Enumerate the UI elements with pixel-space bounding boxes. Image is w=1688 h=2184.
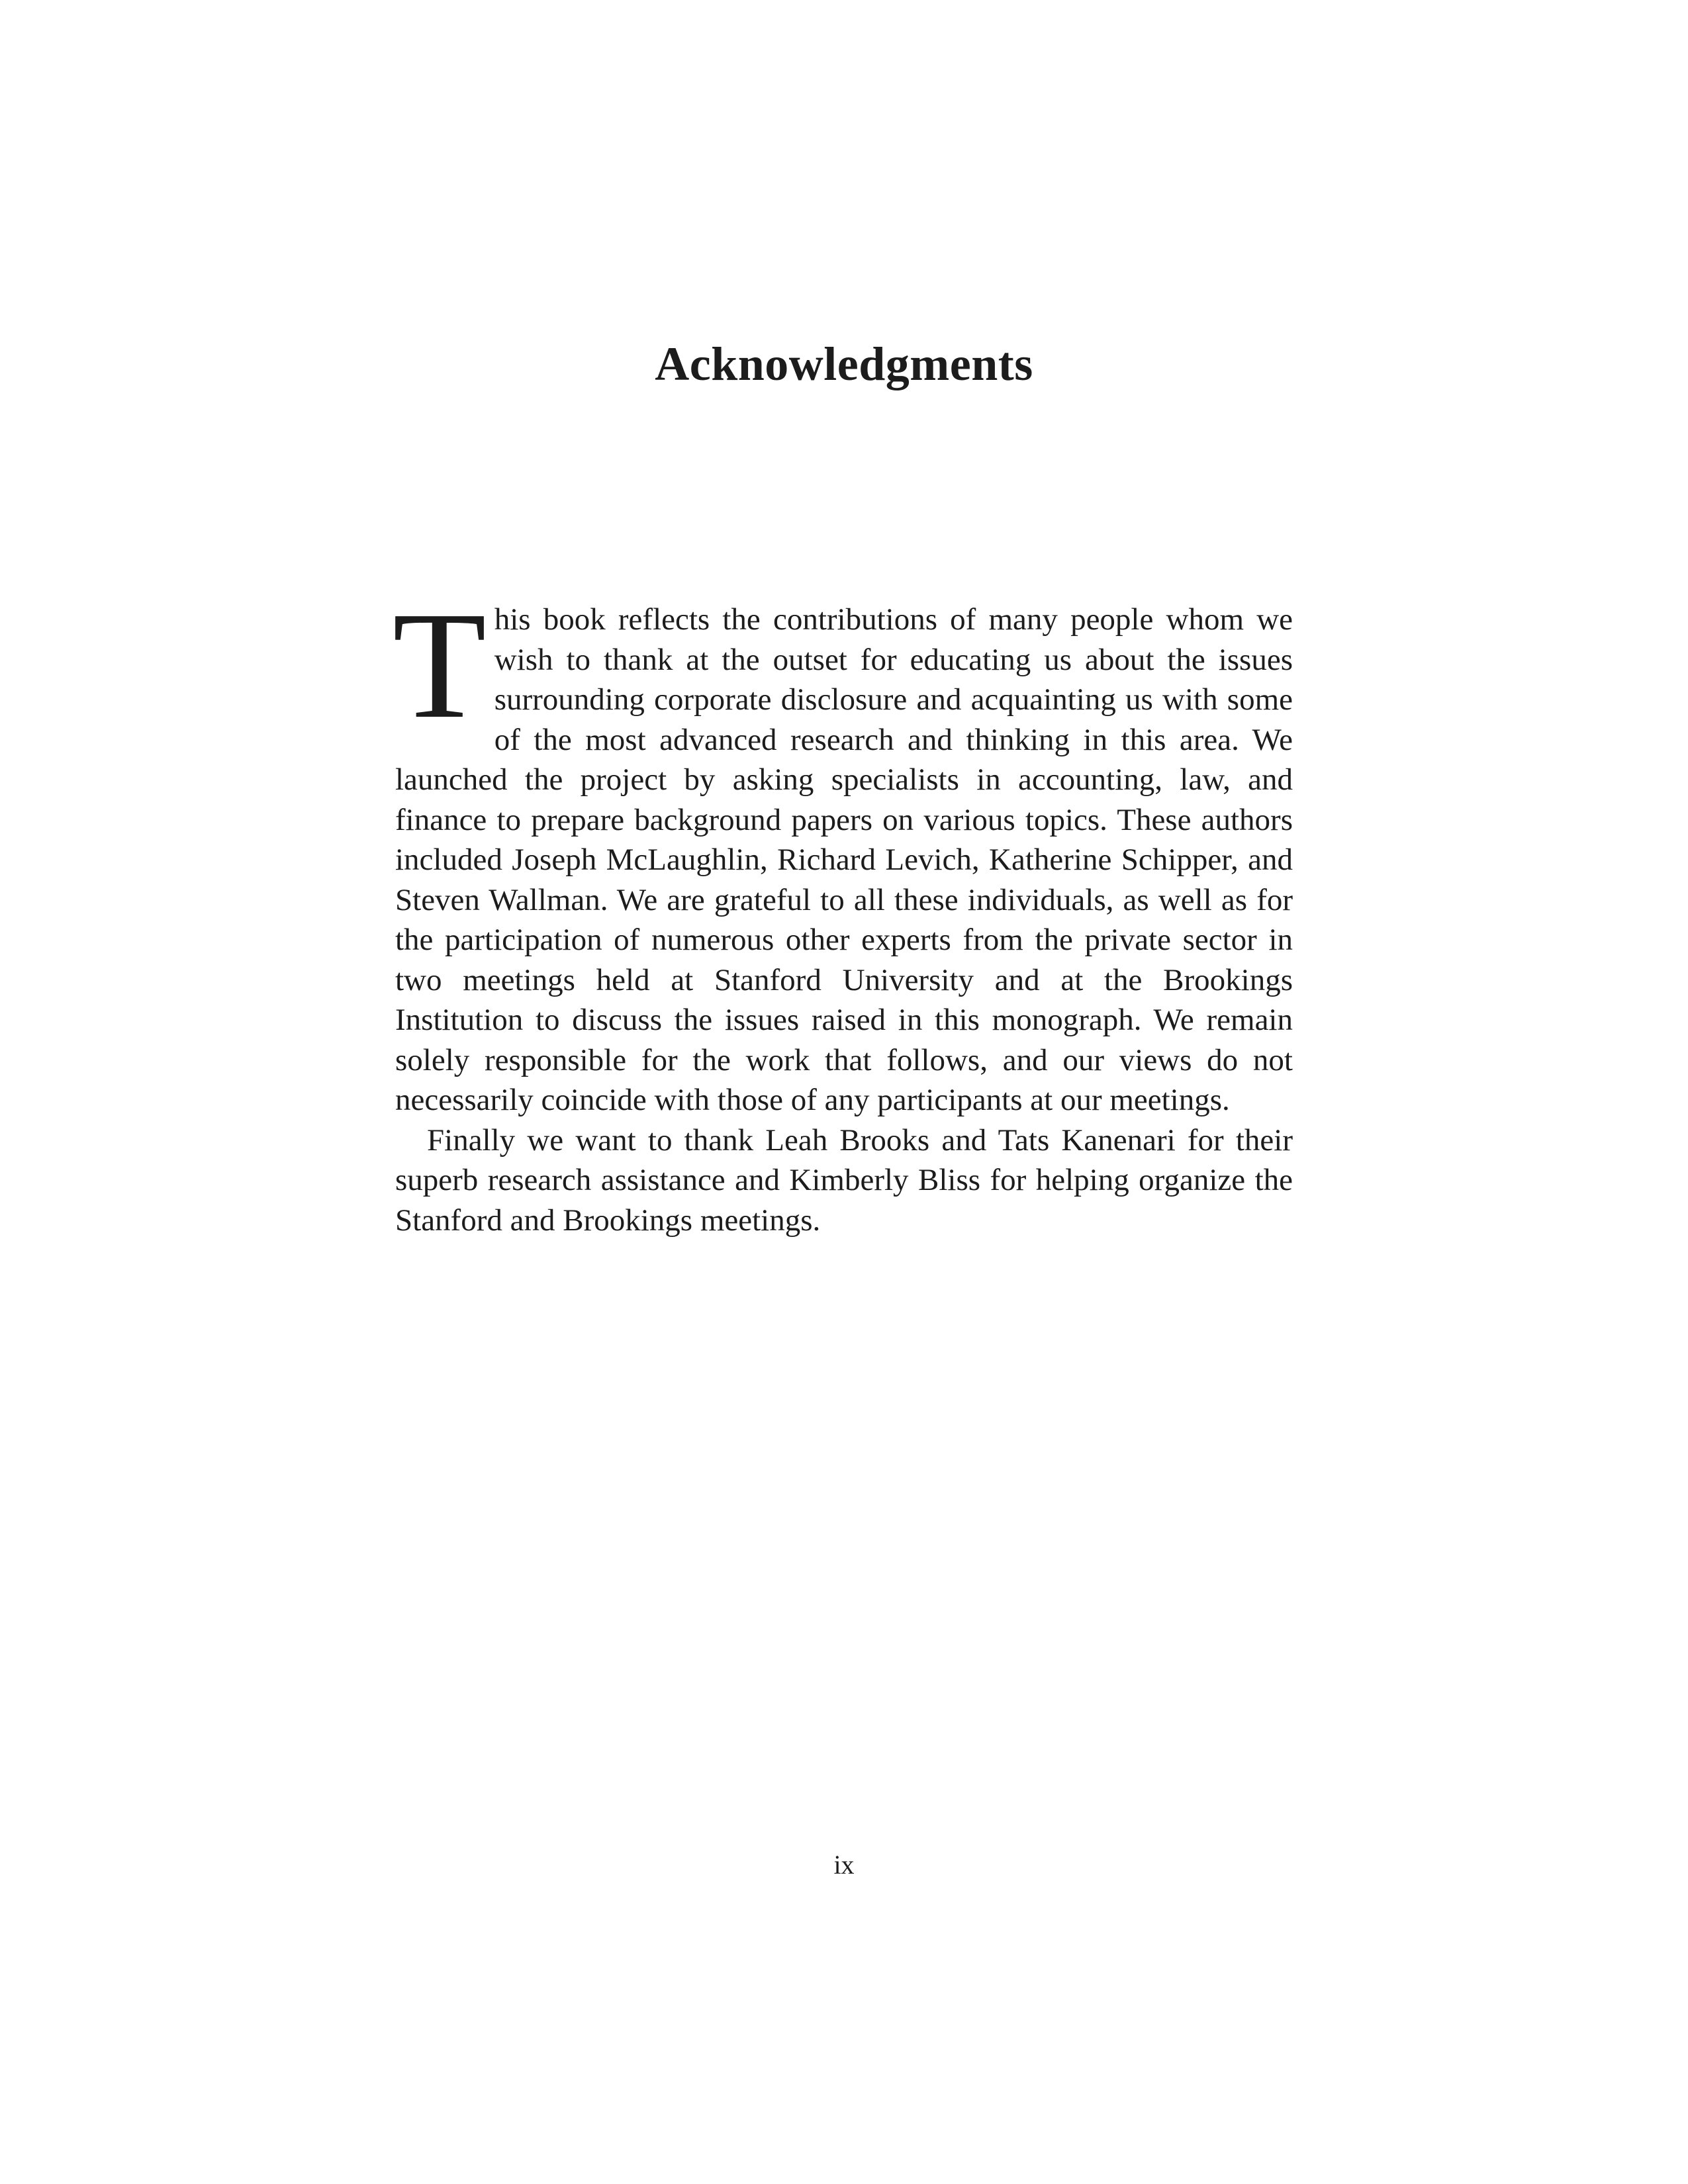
drop-cap: T: [393, 580, 487, 751]
paragraph-1-text: his book reflects the contributions of many people whom we wish to thank at the outset for educating us about the issues surrounding corporate disclosure and acquainting us with some of the most advanced research and thinking in this area. We launched the project by asking specialists in accounting, law, and finance to prepare background papers on various topics. These authors included Joseph McLaughlin, Richard Levich, Katherine Schipper, and Steven Wallman. We are grateful to all these individuals, as well as for the participation of numerous other experts from the private sector in two meetings held at Stanford University and at the Brookings Institution to discuss the issues raised in this monograph. We remain solely responsible for the work that follows, and our views do not necessarily coincide with those of any participants at our meetings.: [395, 602, 1293, 1117]
page-number: ix: [833, 1850, 855, 1880]
paragraph-1: [393, 580, 1293, 1120]
paragraph-2: Finally we want to thank Leah Brooks and Tats Kanenari for their superb research assistance and Kimberly Bliss for helping organize the Stanford and Brookings meetings.: [395, 1122, 1293, 1238]
page-title: Acknowledgments: [655, 338, 1033, 390]
acknowledgments-body: [393, 580, 1293, 1240]
